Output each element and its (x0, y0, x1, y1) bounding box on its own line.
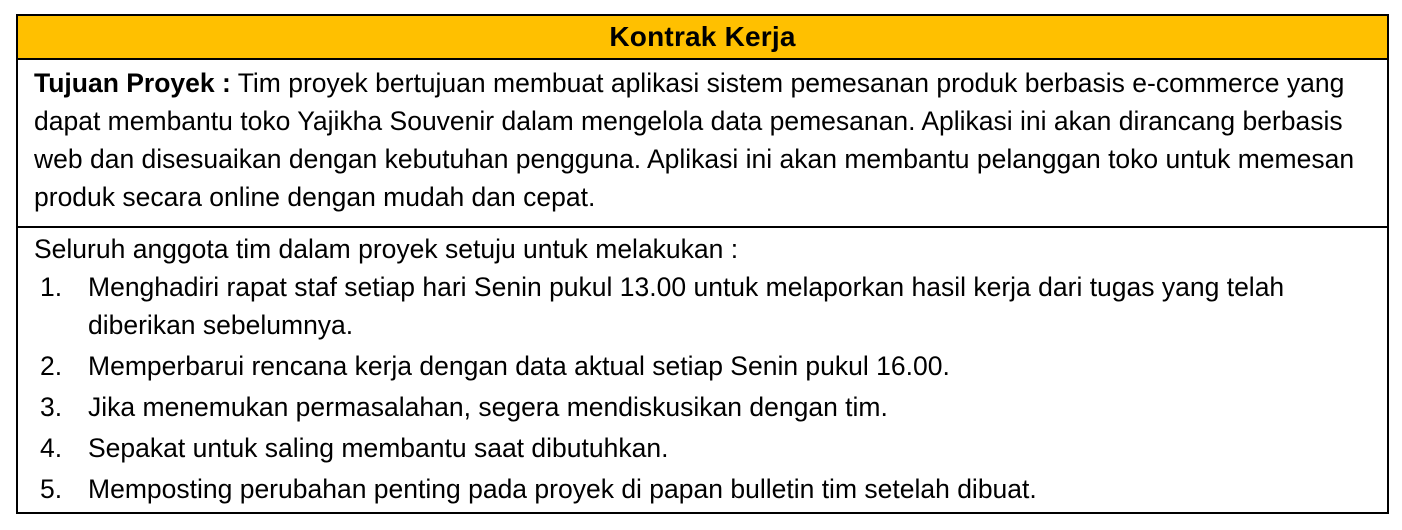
purpose-label: Tujuan Proyek : (34, 68, 231, 98)
list-item-text: Menghadiri rapat staf setiap hari Senin pukul 13.00 untuk melaporkan hasil kerja dari tugas yang telah diberikan sebelumnya. (88, 272, 1285, 340)
agreement-intro: Seluruh anggota tim dalam proyek setuju untuk melakukan : (34, 234, 739, 264)
list-item-number: 4. (40, 433, 63, 463)
list-item (34, 388, 1371, 426)
list-item-text: Memperbarui rencana kerja dengan data aktual setiap Senin pukul 16.00. (88, 351, 950, 381)
list-item (34, 470, 1371, 508)
list-item-text: Sepakat untuk saling membantu saat dibutuhkan. (88, 433, 669, 463)
purpose-text: Tim proyek bertujuan membuat aplikasi sistem pemesanan produk berbasis e-commerce yang dapat membantu toko Yajikha Souvenir dalam mengelola data pemesanan. Aplikasi ini akan dirancang berbasis web dan disesuaikan dengan kebutuhan pengguna. Aplikasi ini akan membantu pelanggan toko untuk memesan produk secara online dengan mudah dan cepat. (34, 68, 1355, 212)
list-item (34, 268, 1371, 344)
agreement-section (18, 228, 1387, 508)
title-row (18, 16, 1387, 60)
list-item (34, 347, 1371, 385)
list-item (34, 429, 1371, 467)
contract-table (16, 14, 1389, 514)
purpose-section (18, 60, 1387, 228)
list-item-number: 1. (40, 272, 63, 302)
list-item-number: 5. (40, 474, 63, 504)
list-item-number: 2. (40, 351, 63, 381)
document-title: Kontrak Kerja (609, 21, 796, 52)
list-item-number: 3. (40, 392, 63, 422)
list-item-text: Memposting perubahan penting pada proyek di papan bulletin tim setelah dibuat. (88, 474, 1037, 504)
list-item-text: Jika menemukan permasalahan, segera mendiskusikan dengan tim. (88, 392, 888, 422)
agreement-list (34, 268, 1371, 508)
